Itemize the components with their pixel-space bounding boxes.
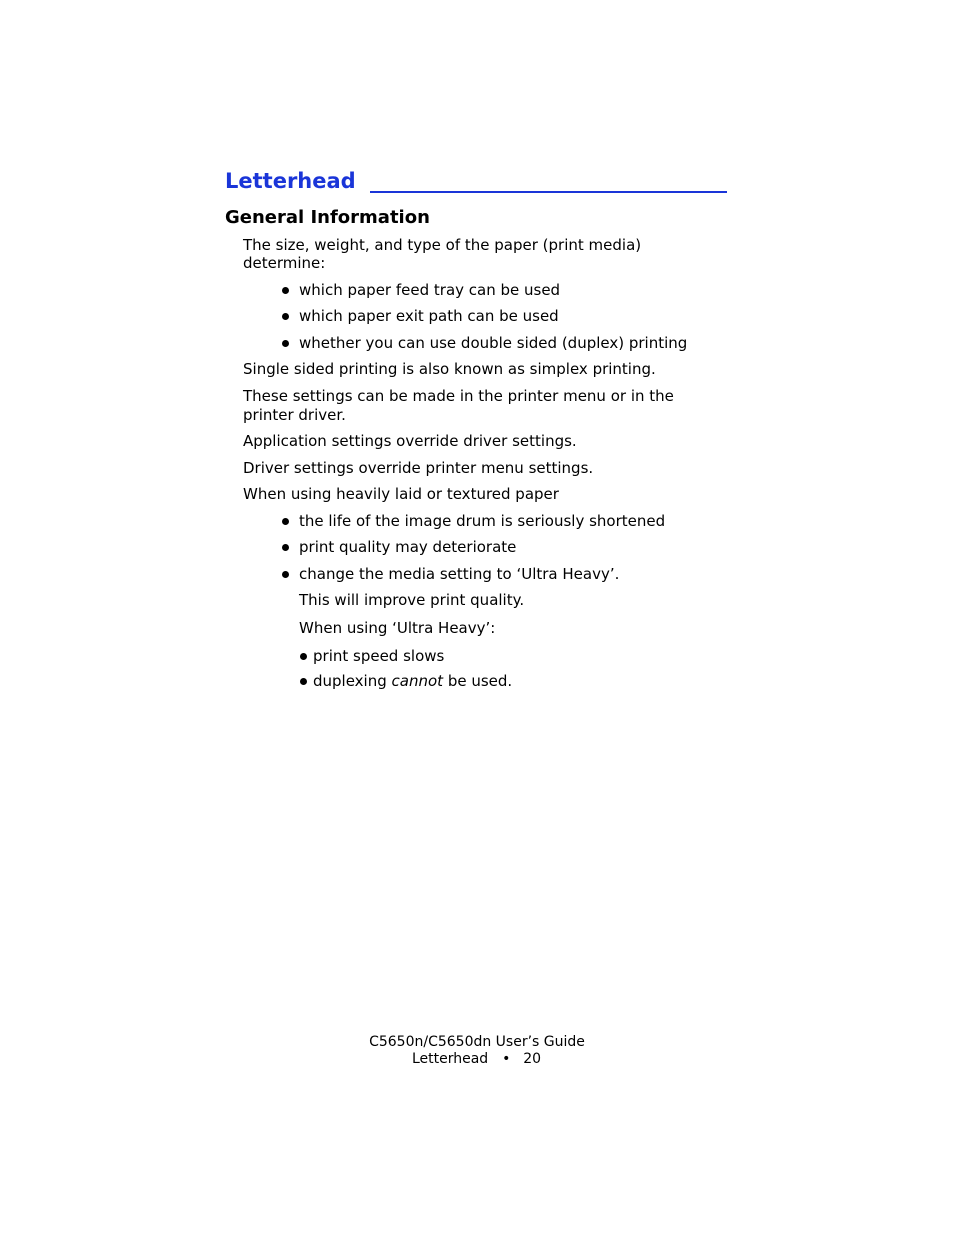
list-item: change the media setting to ‘Ultra Heavy’. xyxy=(299,565,620,583)
footer-page-info xyxy=(0,1050,954,1068)
driver-settings-paragraph: Driver settings override printer menu settings. xyxy=(243,459,594,477)
bullet-icon xyxy=(300,653,307,660)
bullet-icon xyxy=(282,571,289,578)
settings-paragraph-line-1: These settings can be made in the printer menu or in the xyxy=(243,387,674,405)
emphasis-text: cannot xyxy=(391,672,444,690)
bullet-icon xyxy=(282,287,289,294)
footer-guide-title: C5650n/C5650dn User’s Guide xyxy=(369,1034,585,1050)
list-item xyxy=(313,672,512,691)
list-item-text: be used. xyxy=(443,672,513,690)
settings-paragraph-line-2: printer driver. xyxy=(243,406,346,424)
bullet-icon xyxy=(300,678,307,685)
footer-separator: • xyxy=(502,1051,511,1067)
bullet-icon xyxy=(282,313,289,320)
section-heading: General Information xyxy=(225,207,430,228)
bullet-icon xyxy=(282,340,289,347)
improve-note: This will improve print quality. xyxy=(299,591,525,609)
list-item: which paper exit path can be used xyxy=(299,307,559,325)
bullet-icon xyxy=(282,518,289,525)
list-item: print quality may deteriorate xyxy=(299,538,517,556)
intro-paragraph-line-2: determine: xyxy=(243,254,326,272)
ultra-heavy-intro: When using ‘Ultra Heavy’: xyxy=(299,619,496,637)
list-item: the life of the image drum is seriously shortened xyxy=(299,512,666,530)
simplex-paragraph: Single sided printing is also known as simplex printing. xyxy=(243,360,656,378)
intro-paragraph-line-1: The size, weight, and type of the paper (print media) xyxy=(243,236,642,254)
page-title: Letterhead xyxy=(225,169,356,193)
heavy-paper-paragraph: When using heavily laid or textured paper xyxy=(243,485,559,503)
list-item: print speed slows xyxy=(313,647,445,665)
bullet-icon xyxy=(282,544,289,551)
application-settings-paragraph: Application settings override driver settings. xyxy=(243,432,577,450)
list-item: whether you can use double sided (duplex) printing xyxy=(299,334,688,352)
list-item: which paper feed tray can be used xyxy=(299,281,561,299)
footer-section: Letterhead xyxy=(411,1051,489,1067)
list-item-text: duplexing xyxy=(313,672,392,690)
page-number: 20 xyxy=(523,1051,542,1067)
title-underline-rule xyxy=(370,191,727,193)
